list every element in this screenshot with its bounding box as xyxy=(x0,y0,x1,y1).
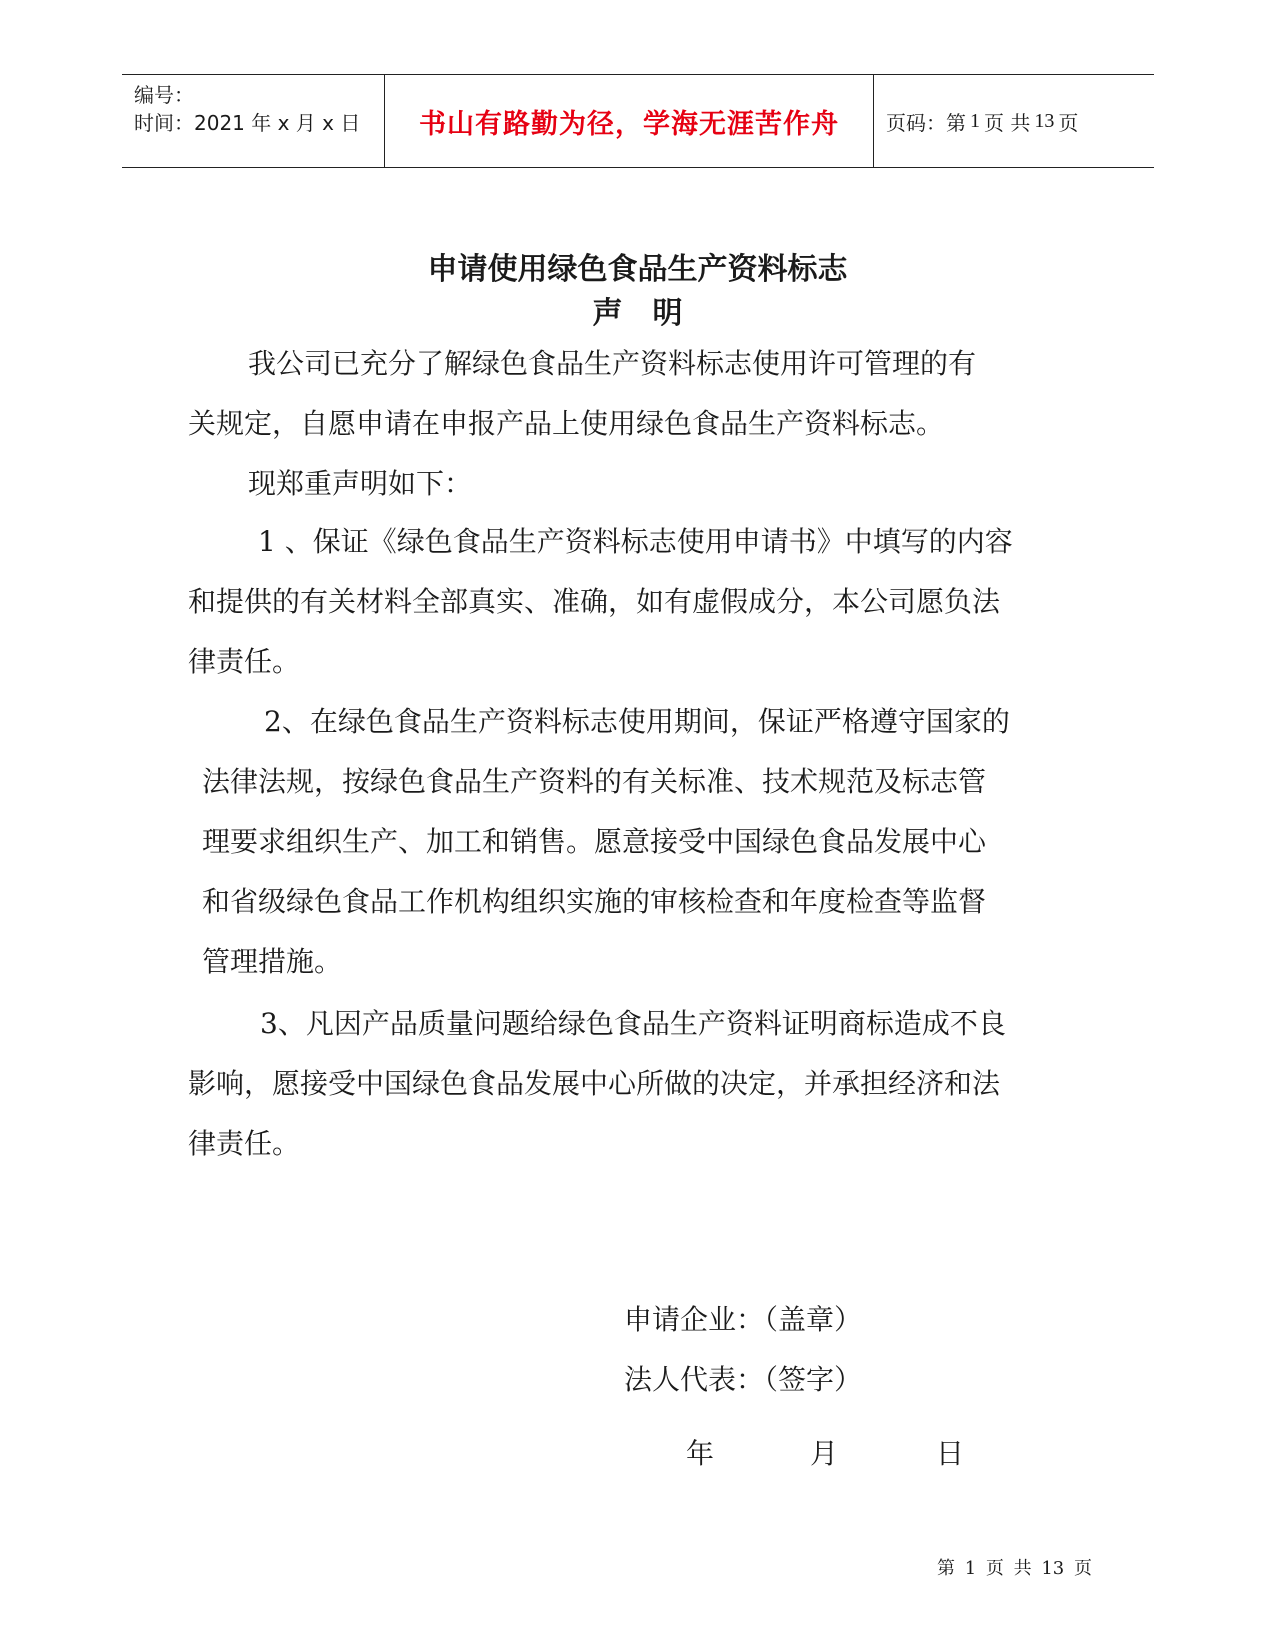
paragraph-line: 2、在绿色食品生产资料标志使用期间，保证严格遵守国家的 xyxy=(264,705,1010,738)
document-title: 申请使用绿色食品生产资料标志 xyxy=(427,252,848,287)
signature-legal-rep: 法人代表：（签字） xyxy=(624,1363,863,1396)
header-motto-cell xyxy=(385,75,874,167)
signature-month: 月 xyxy=(810,1437,839,1470)
paragraph-line: 管理措施。 xyxy=(202,945,343,978)
page-prefix: 页码：第 xyxy=(886,110,966,135)
paragraph-line: 和提供的有关材料全部真实、准确，如有虚假成分，本公司愿负法 xyxy=(188,585,1001,618)
page-total: 13 xyxy=(1034,109,1055,132)
paragraph-line: 3、凡因产品质量问题给绿色食品生产资料证明商标造成不良 xyxy=(260,1007,1006,1040)
signature-year: 年 xyxy=(686,1437,715,1470)
page-footer: 第 1 页 共 13 页 xyxy=(937,1558,1092,1579)
header-motto: 书山有路勤为径，学海无涯苦作舟 xyxy=(419,108,839,140)
page-suffix: 页 xyxy=(1058,110,1079,135)
page-current: 1 xyxy=(970,109,980,132)
paragraph-item-1 xyxy=(188,512,1013,692)
paragraph-line: 现郑重声明如下： xyxy=(248,467,473,500)
signature-company: 申请企业：（盖章） xyxy=(624,1303,863,1336)
document-time-label: 时间：2021 年 x 月 x 日 xyxy=(134,111,361,135)
signature-day: 日 xyxy=(936,1437,965,1470)
paragraph-line: 关规定，自愿申请在申报产品上使用绿色食品生产资料标志。 xyxy=(188,407,945,440)
header-table xyxy=(122,74,1154,168)
paragraph-line: 我公司已充分了解绿色食品生产资料标志使用许可管理的有 xyxy=(248,347,977,380)
paragraph-item-3 xyxy=(188,994,1006,1174)
paragraph-item-2 xyxy=(202,692,1010,992)
paragraph-line: 影响，愿接受中国绿色食品发展中心所做的决定，并承担经济和法 xyxy=(188,1067,1001,1100)
header-info-cell xyxy=(122,75,385,167)
page-mid: 页 共 xyxy=(984,110,1031,135)
document-subtitle: 声明 xyxy=(592,296,713,331)
paragraph-declaration-lead xyxy=(248,454,472,514)
paragraph-line: 律责任。 xyxy=(188,1127,301,1160)
paragraph-line: 1 、保证《绿色食品生产资料标志使用申请书》中填写的内容 xyxy=(258,525,1013,558)
paragraph-line: 律责任。 xyxy=(188,645,301,678)
header-page-cell xyxy=(874,75,1154,167)
paragraph-line: 和省级绿色食品工作机构组织实施的审核检查和年度检查等监督 xyxy=(202,885,987,918)
paragraph-line: 法律法规，按绿色食品生产资料的有关标准、技术规范及标志管 xyxy=(202,765,987,798)
paragraph-intro xyxy=(188,334,976,454)
paragraph-line: 理要求组织生产、加工和销售。愿意接受中国绿色食品发展中心 xyxy=(202,825,987,858)
document-number-label: 编号： xyxy=(134,83,194,107)
